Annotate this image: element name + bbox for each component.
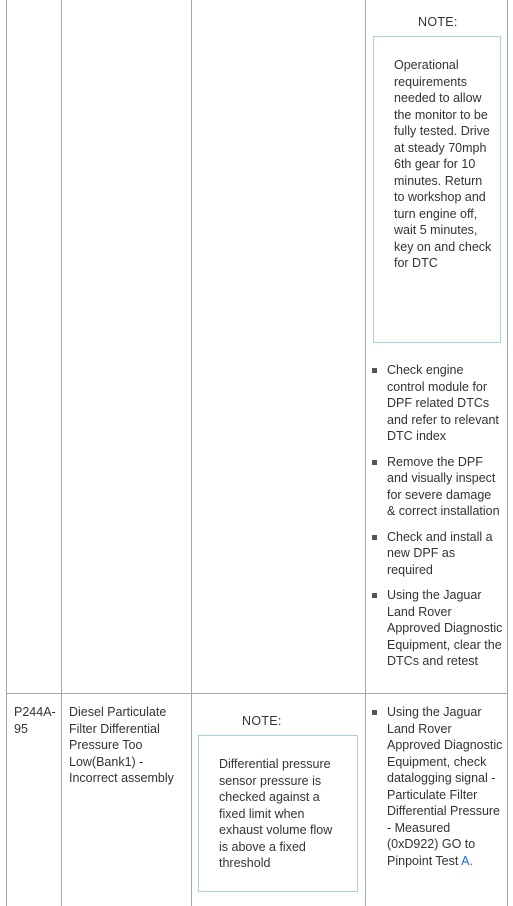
action-text: Check and install a new DPF as required [387,529,493,577]
bullet-icon [372,535,377,540]
action-list [371,362,503,679]
note-title: NOTE: [418,15,458,29]
action-list [371,704,505,878]
table-border-left [6,0,7,906]
dtc-description: Diesel Particulate Filter Differential Pressure Too Low(Bank1) - Incorrect assembly [69,705,174,785]
action-text: Using the Jaguar Land Rover Approved Diagnostic Equipment, clear the DTCs and retest [387,588,503,668]
list-item [371,362,503,445]
action-text: Remove the DPF and visually inspect for severe damage & correct installation [387,454,500,518]
row-divider [6,693,508,694]
dtc-code: P244A-95 [14,705,56,736]
note-text: Differential pressure sensor pressure is checked against a fixed limit when exhaust volume flow is above a fixed threshold [219,757,333,870]
bullet-icon [372,710,377,715]
list-item [371,529,503,579]
column-divider-1 [61,0,62,906]
note-title: NOTE: [242,714,282,728]
bullet-icon [372,460,377,465]
note-box [373,36,501,343]
action-text: Using the Jaguar Land Rover Approved Diagnostic Equipment, check datalogging signal - Particulate Filter Differential Pressure - Measured (0xD922) GO to Pinpoint Test [387,705,503,868]
column-divider-3 [365,0,366,906]
bullet-icon [372,593,377,598]
pinpoint-test-link[interactable]: A. [461,853,473,868]
action-text: Check engine control module for DPF related DTCs and refer to relevant DTC index [387,363,499,443]
list-item [371,704,505,869]
note-text: Operational requirements needed to allow the monitor to be fully tested. Drive at steady 70mph 6th gear for 10 minutes. Return to workshop and turn engine off, wait 5 minutes, key on and check for DTC [394,58,492,270]
bullet-icon [372,368,377,373]
note-box [198,735,358,892]
column-divider-2 [191,0,192,906]
table-border-right [507,0,508,906]
list-item [371,587,503,670]
list-item [371,454,503,520]
